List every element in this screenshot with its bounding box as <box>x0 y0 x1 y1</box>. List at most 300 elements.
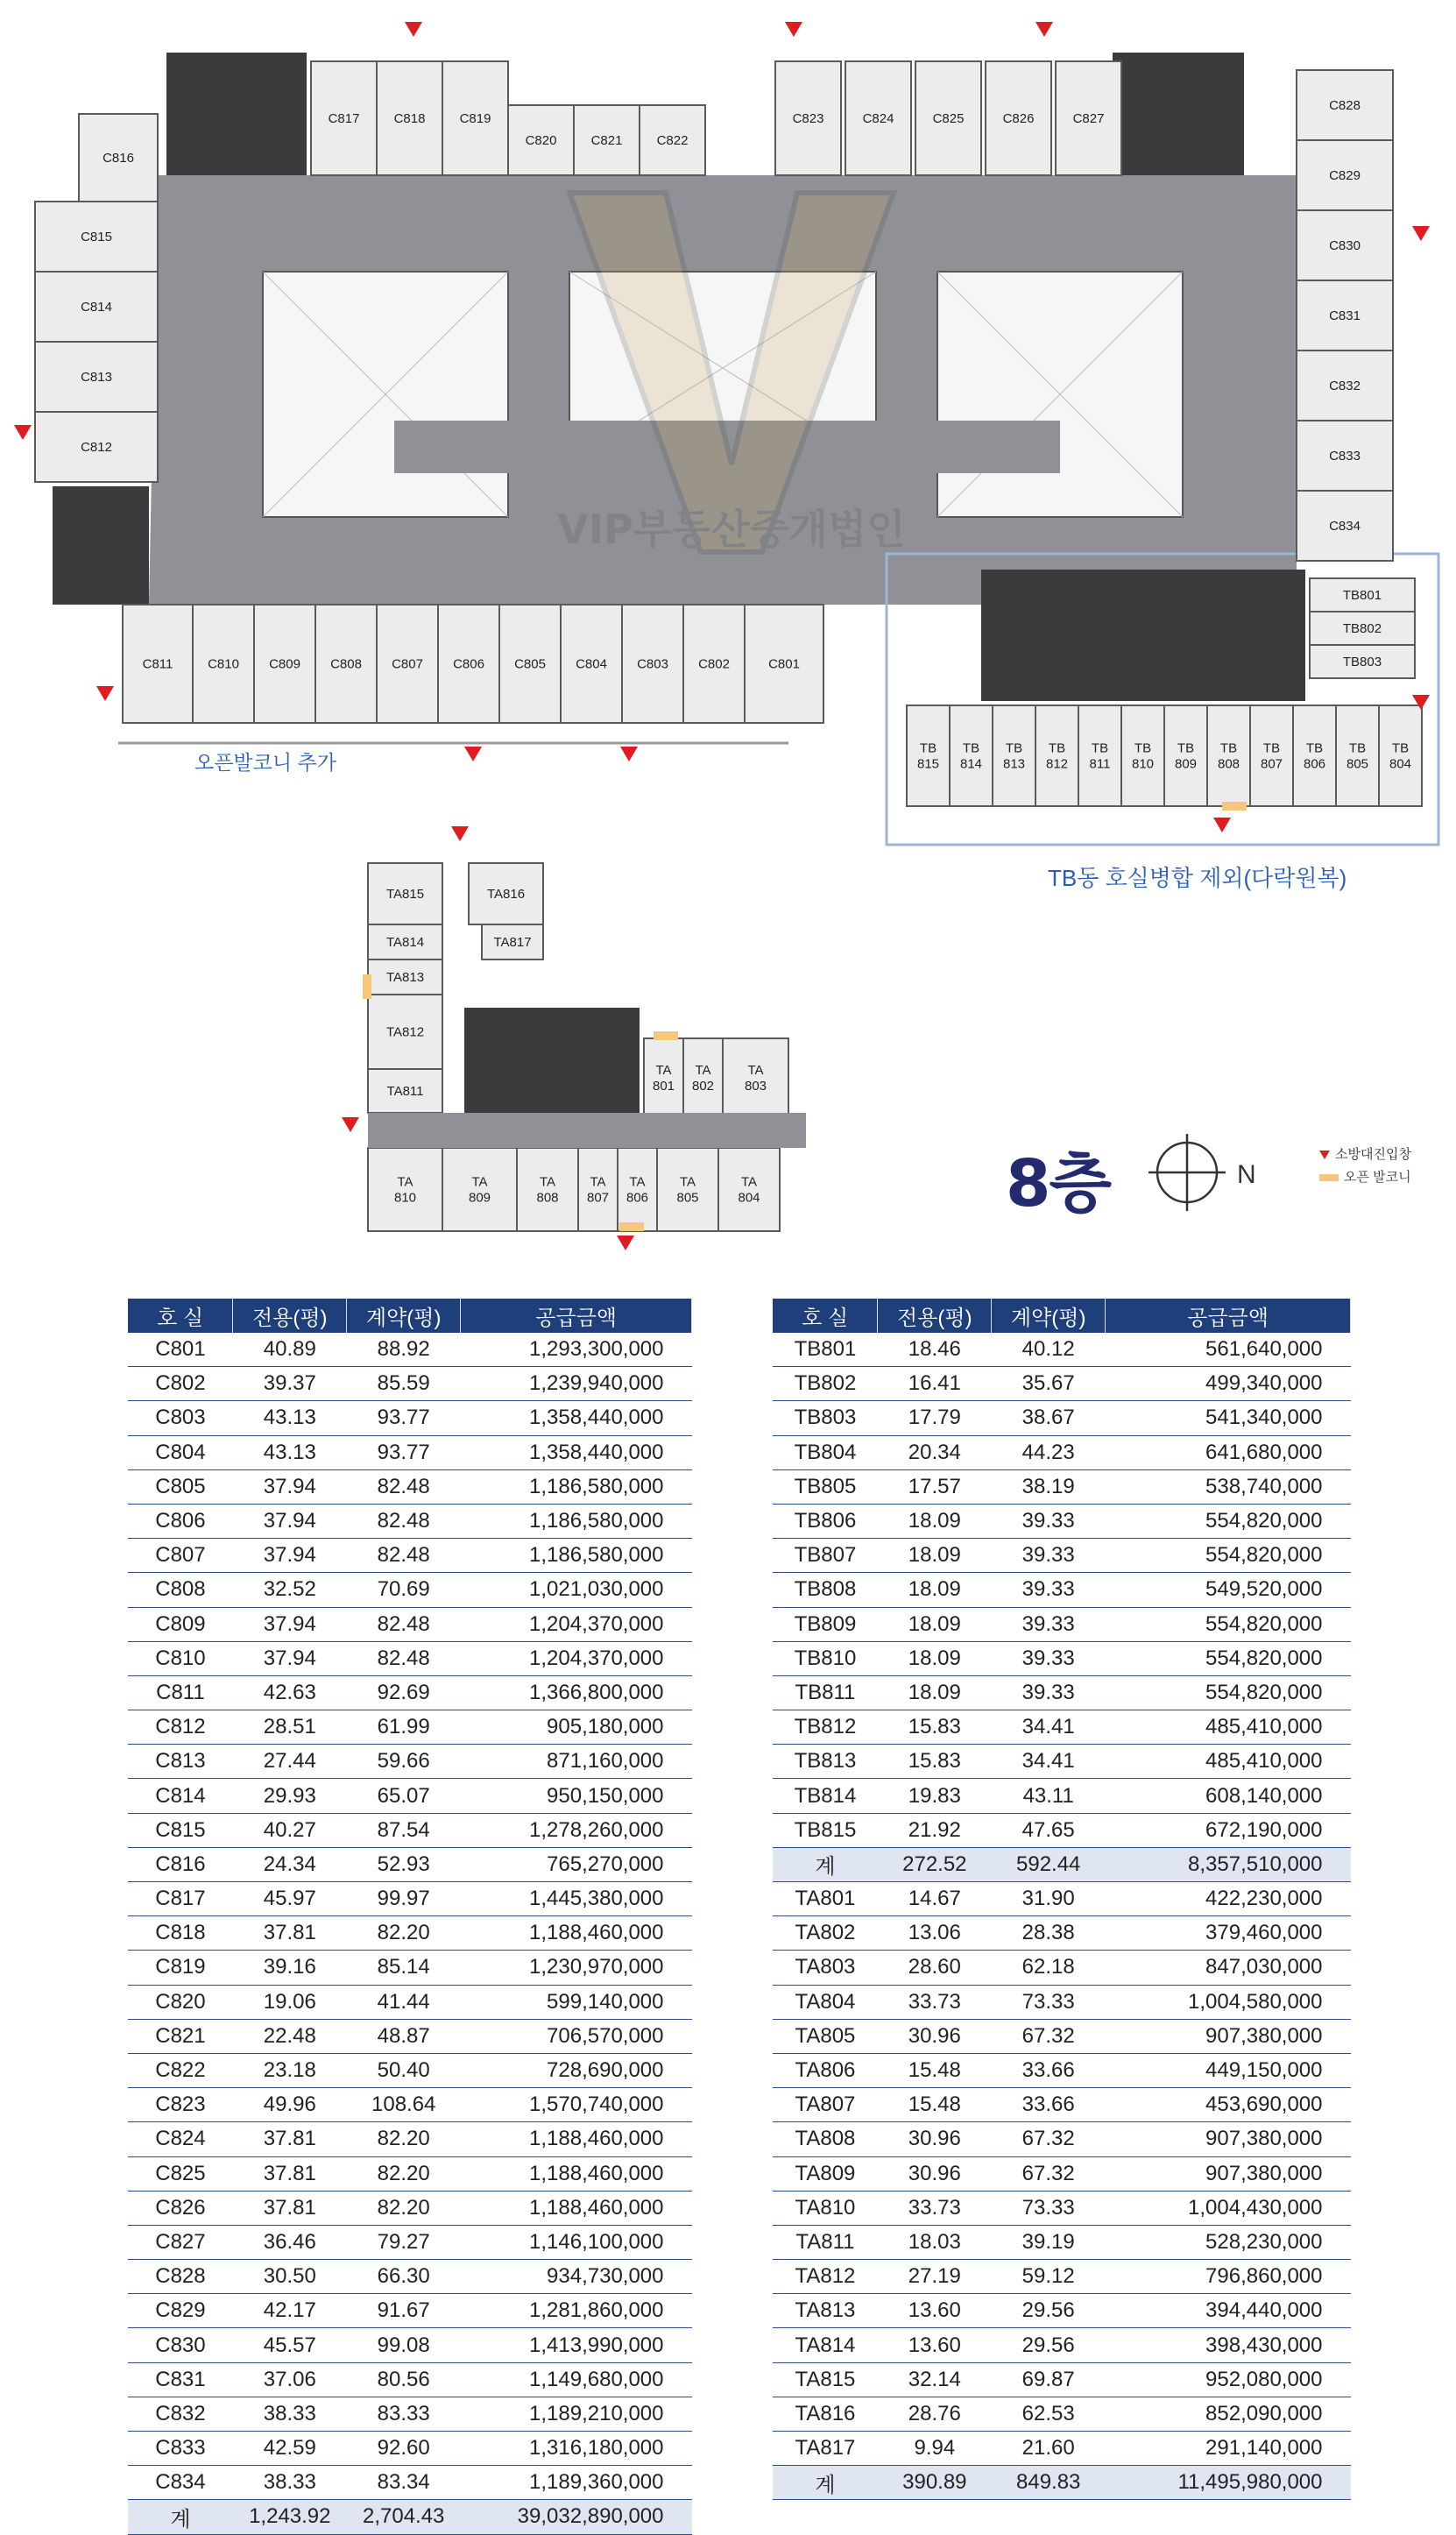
cell-exclusive: 1,243.92 <box>233 2500 347 2534</box>
cell-contract: 67.32 <box>992 2019 1106 2053</box>
unit-label-c804: C804 <box>576 656 607 672</box>
table-row <box>773 1675 1351 1710</box>
cell-unit: TA808 <box>773 2122 878 2156</box>
compass-icon <box>1149 1134 1256 1211</box>
cell-price: 1,239,940,000 <box>461 1367 692 1401</box>
unit-label-tb812: 812 <box>1045 756 1069 772</box>
cell-price: 706,570,000 <box>461 2019 692 2053</box>
cell-exclusive: 27.19 <box>878 2260 992 2294</box>
unit-tb813 <box>993 705 1035 806</box>
cell-price: 952,080,000 <box>1106 2362 1351 2397</box>
table-row <box>128 1469 692 1504</box>
unit-label-ta811: TA811 <box>386 1084 424 1099</box>
cell-unit: C830 <box>128 2328 233 2362</box>
cell-unit: C806 <box>128 1504 233 1538</box>
cell-contract: 31.90 <box>992 1882 1106 1916</box>
unit-label-ta804: TA <box>740 1174 758 1190</box>
unit-label-c813: C813 <box>81 370 112 385</box>
cell-contract: 38.19 <box>992 1469 1106 1504</box>
cell-unit: C805 <box>128 1469 233 1504</box>
unit-label-tb811: 811 <box>1089 756 1111 772</box>
table-row <box>773 2362 1351 2397</box>
cell-exclusive: 39.16 <box>233 1951 347 1985</box>
cell-exclusive: 37.94 <box>233 1641 347 1675</box>
unit-label-ta802: 802 <box>691 1079 715 1094</box>
cell-unit: TA805 <box>773 2019 878 2053</box>
cell-exclusive: 43.13 <box>233 1401 347 1435</box>
table-row <box>128 1985 692 2019</box>
cell-unit: C823 <box>128 2088 233 2122</box>
cell-price: 1,445,380,000 <box>461 1882 692 1916</box>
cell-unit: C825 <box>128 2156 233 2191</box>
cell-price: 561,640,000 <box>1106 1333 1351 1367</box>
cell-contract: 82.48 <box>347 1504 461 1538</box>
table-row <box>128 2053 692 2087</box>
cell-exclusive: 38.33 <box>233 2397 347 2431</box>
unit-tb814 <box>950 705 993 806</box>
cell-unit: TB801 <box>773 1333 878 1367</box>
table-row <box>128 1847 692 1881</box>
cell-exclusive: 18.09 <box>878 1573 992 1607</box>
unit-label-ta805: 805 <box>676 1190 699 1206</box>
cell-unit: C811 <box>128 1675 233 1710</box>
table-row <box>128 2294 692 2328</box>
cell-price: 1,004,580,000 <box>1106 1985 1351 2019</box>
cell-contract: 93.77 <box>347 1435 461 1469</box>
core-ne <box>1113 53 1244 175</box>
cell-contract: 47.65 <box>992 1813 1106 1847</box>
cell-price: 39,032,890,000 <box>461 2500 692 2534</box>
cell-price: 11,495,980,000 <box>1106 2466 1351 2500</box>
cell-unit: TA803 <box>773 1951 878 1985</box>
cell-unit: TB806 <box>773 1504 878 1538</box>
col-unit: 호 실 <box>128 1299 233 1333</box>
table-row <box>128 2466 692 2500</box>
unit-label-tb809: TB <box>1177 740 1195 756</box>
table-row <box>773 1504 1351 1538</box>
cell-price: 1,189,360,000 <box>461 2466 692 2500</box>
cell-price: 1,570,740,000 <box>461 2088 692 2122</box>
triangle-icon <box>1319 1151 1330 1159</box>
cell-unit: C812 <box>128 1710 233 1745</box>
unit-label-tb806: 806 <box>1303 756 1326 772</box>
cell-unit: C803 <box>128 1401 233 1435</box>
cell-contract: 33.66 <box>992 2088 1106 2122</box>
cell-exclusive: 37.94 <box>233 1469 347 1504</box>
cell-exclusive: 40.89 <box>233 1333 347 1367</box>
unit-tb804 <box>1379 705 1422 806</box>
table-row <box>128 1573 692 1607</box>
cell-exclusive: 37.94 <box>233 1539 347 1573</box>
cell-price: 1,188,460,000 <box>461 1916 692 1951</box>
cell-exclusive: 390.89 <box>878 2466 992 2500</box>
cell-contract: 40.12 <box>992 1333 1106 1367</box>
unit-label-c815: C815 <box>81 230 112 244</box>
core-se <box>981 570 1305 701</box>
cell-contract: 87.54 <box>347 1813 461 1847</box>
cell-unit: C832 <box>128 2397 233 2431</box>
cell-unit: TB809 <box>773 1607 878 1641</box>
cell-unit: TB802 <box>773 1367 878 1401</box>
cell-exclusive: 22.48 <box>233 2019 347 2053</box>
cell-price: 528,230,000 <box>1106 2225 1351 2259</box>
cell-unit: TA801 <box>773 1882 878 1916</box>
table-row <box>128 2019 692 2053</box>
cell-exclusive: 37.81 <box>233 2156 347 2191</box>
unit-label-tb814: TB <box>962 740 980 756</box>
cell-exclusive: 15.83 <box>878 1710 992 1745</box>
cell-exclusive: 21.92 <box>878 1813 992 1847</box>
unit-label-c825: C825 <box>932 111 965 126</box>
col-exclusive: 전용(평) <box>233 1299 347 1333</box>
unit-label-tb815: TB <box>919 740 937 756</box>
unit-label-tb808: TB <box>1219 740 1238 756</box>
unit-label-c801: C801 <box>768 656 800 672</box>
cell-contract: 73.33 <box>992 2191 1106 2225</box>
cell-unit: TA814 <box>773 2328 878 2362</box>
table-row <box>773 1641 1351 1675</box>
caption-open-balcony: 오픈발코니 추가 <box>194 751 336 774</box>
cell-contract: 29.56 <box>992 2294 1106 2328</box>
cell-exclusive: 18.09 <box>878 1607 992 1641</box>
table-row <box>128 1607 692 1641</box>
cell-contract: 59.66 <box>347 1745 461 1779</box>
unit-label-ta810: 810 <box>393 1190 417 1206</box>
cell-contract: 39.33 <box>992 1641 1106 1675</box>
table-row <box>773 2260 1351 2294</box>
unit-label-tb803: TB803 <box>1342 655 1382 669</box>
cell-unit: 계 <box>773 2466 878 2500</box>
table-row <box>773 2328 1351 2362</box>
unit-label-tb813: 813 <box>1002 756 1026 772</box>
cell-exclusive: 32.14 <box>878 2362 992 2397</box>
cell-exclusive: 15.48 <box>878 2088 992 2122</box>
cell-contract: 41.44 <box>347 1985 461 2019</box>
unit-label-c834: C834 <box>1329 519 1361 534</box>
table-row <box>773 2156 1351 2191</box>
unit-label-ta803: TA <box>747 1063 764 1078</box>
table-row <box>128 1641 692 1675</box>
cell-contract: 69.87 <box>992 2362 1106 2397</box>
unit-label-tb808: 808 <box>1217 756 1240 772</box>
cell-contract: 33.66 <box>992 2053 1106 2087</box>
unit-tb806 <box>1293 705 1336 806</box>
cell-contract: 82.48 <box>347 1641 461 1675</box>
legend-open-balcony: 오픈 발코니 <box>1319 1167 1411 1186</box>
caption-tb-exclusion: TB동 호실병합 제외(다락원복) <box>1048 865 1347 891</box>
table-row <box>773 2019 1351 2053</box>
cell-exclusive: 37.81 <box>233 1916 347 1951</box>
cell-unit: C817 <box>128 1882 233 1916</box>
table-row <box>773 2122 1351 2156</box>
cell-exclusive: 37.94 <box>233 1607 347 1641</box>
unit-ta802 <box>683 1038 723 1117</box>
cell-exclusive: 28.76 <box>878 2397 992 2431</box>
cell-contract: 34.41 <box>992 1745 1106 1779</box>
unit-label-tb807: TB <box>1262 740 1281 756</box>
cell-unit: C820 <box>128 1985 233 2019</box>
cell-price: 1,413,990,000 <box>461 2328 692 2362</box>
table-row <box>773 1573 1351 1607</box>
unit-tb807 <box>1250 705 1293 806</box>
cell-contract: 66.30 <box>347 2260 461 2294</box>
cell-unit: C821 <box>128 2019 233 2053</box>
table-row <box>773 1710 1351 1745</box>
cell-contract: 29.56 <box>992 2328 1106 2362</box>
cell-unit: C824 <box>128 2122 233 2156</box>
cell-price: 907,380,000 <box>1106 2122 1351 2156</box>
cell-unit: C802 <box>128 1367 233 1401</box>
cell-price: 398,430,000 <box>1106 2328 1351 2362</box>
cell-price: 554,820,000 <box>1106 1607 1351 1641</box>
cell-price: 554,820,000 <box>1106 1539 1351 1573</box>
cell-contract: 21.60 <box>992 2432 1106 2466</box>
cell-price: 905,180,000 <box>461 1710 692 1745</box>
table-row <box>128 1539 692 1573</box>
unit-ta808 <box>517 1148 578 1231</box>
cell-price: 907,380,000 <box>1106 2019 1351 2053</box>
cell-contract: 92.69 <box>347 1675 461 1710</box>
cell-contract: 99.08 <box>347 2328 461 2362</box>
cell-price: 1,316,180,000 <box>461 2432 692 2466</box>
unit-ta801 <box>644 1038 683 1117</box>
cell-contract: 83.34 <box>347 2466 461 2500</box>
cell-contract: 48.87 <box>347 2019 461 2053</box>
table-row <box>128 1951 692 1985</box>
cell-unit: TB808 <box>773 1573 878 1607</box>
cell-price: 950,150,000 <box>461 1779 692 1813</box>
table-row <box>128 2362 692 2397</box>
cell-price: 599,140,000 <box>461 1985 692 2019</box>
cell-price: 1,186,580,000 <box>461 1504 692 1538</box>
unit-label-c809: C809 <box>269 656 300 672</box>
cell-contract: 43.11 <box>992 1779 1106 1813</box>
cell-exclusive: 13.60 <box>878 2328 992 2362</box>
unit-ta810 <box>368 1148 442 1231</box>
unit-label-tb802: TB802 <box>1342 621 1382 636</box>
table-row <box>128 1745 692 1779</box>
cell-price: 554,820,000 <box>1106 1675 1351 1710</box>
table-row <box>128 1813 692 1847</box>
cell-price: 1,186,580,000 <box>461 1539 692 1573</box>
cell-price: 1,281,860,000 <box>461 2294 692 2328</box>
cell-price: 449,150,000 <box>1106 2053 1351 2087</box>
cell-contract: 82.48 <box>347 1469 461 1504</box>
table-row <box>773 1951 1351 1985</box>
cell-exclusive: 42.59 <box>233 2432 347 2466</box>
cell-price: 291,140,000 <box>1106 2432 1351 2466</box>
cell-price: 394,440,000 <box>1106 2294 1351 2328</box>
cell-contract: 592.44 <box>992 1847 1106 1881</box>
cell-unit: C826 <box>128 2191 233 2225</box>
unit-label-c821: C821 <box>590 133 623 148</box>
cell-unit: TB815 <box>773 1813 878 1847</box>
cell-contract: 39.33 <box>992 1675 1106 1710</box>
unit-label-c814: C814 <box>81 300 112 315</box>
cell-exclusive: 24.34 <box>233 1847 347 1881</box>
unit-label-tb804: 804 <box>1389 756 1412 772</box>
cell-contract: 79.27 <box>347 2225 461 2259</box>
cell-contract: 70.69 <box>347 1573 461 1607</box>
cell-exclusive: 42.17 <box>233 2294 347 2328</box>
cell-unit: TA804 <box>773 1985 878 2019</box>
unit-ta807 <box>578 1148 618 1231</box>
unit-label-c816: C816 <box>102 151 134 166</box>
unit-tb810 <box>1121 705 1164 806</box>
cell-unit: TA817 <box>773 2432 878 2466</box>
cell-price: 1,186,580,000 <box>461 1469 692 1504</box>
unit-label-tb810: 810 <box>1131 756 1155 772</box>
cell-unit: TA810 <box>773 2191 878 2225</box>
unit-label-c830: C830 <box>1329 238 1361 253</box>
cell-price: 453,690,000 <box>1106 2088 1351 2122</box>
cell-price: 1,204,370,000 <box>461 1607 692 1641</box>
cell-contract: 62.53 <box>992 2397 1106 2431</box>
floor-title: 8층 <box>1006 1146 1110 1221</box>
cell-exclusive: 43.13 <box>233 1435 347 1469</box>
cell-exclusive: 28.51 <box>233 1710 347 1745</box>
cell-exclusive: 37.94 <box>233 1504 347 1538</box>
cell-exclusive: 45.97 <box>233 1882 347 1916</box>
unit-label-c817: C817 <box>328 111 360 126</box>
unit-label-c832: C832 <box>1329 379 1361 393</box>
unit-ta803 <box>723 1038 788 1117</box>
cell-price: 554,820,000 <box>1106 1641 1351 1675</box>
table-row <box>128 2432 692 2466</box>
unit-label-ta817: TA817 <box>493 935 532 950</box>
cell-contract: 73.33 <box>992 1985 1106 2019</box>
cell-price: 1,146,100,000 <box>461 2225 692 2259</box>
price-table-c <box>128 1299 692 2535</box>
unit-label-ta809: 809 <box>468 1190 491 1206</box>
unit-ta805 <box>657 1148 718 1231</box>
cell-exclusive: 37.81 <box>233 2191 347 2225</box>
table-row <box>128 1710 692 1745</box>
unit-label-tb809: 809 <box>1174 756 1198 772</box>
cell-exclusive: 49.96 <box>233 2088 347 2122</box>
core-nw <box>166 53 307 175</box>
cell-price: 641,680,000 <box>1106 1435 1351 1469</box>
cell-price: 672,190,000 <box>1106 1813 1351 1847</box>
unit-label-c823: C823 <box>792 111 824 126</box>
cell-price: 871,160,000 <box>461 1745 692 1779</box>
unit-label-c805: C805 <box>514 656 546 672</box>
cell-unit: C822 <box>128 2053 233 2087</box>
cell-unit: C828 <box>128 2260 233 2294</box>
table-row <box>128 2156 692 2191</box>
table-row <box>773 1607 1351 1641</box>
cell-price: 1,204,370,000 <box>461 1641 692 1675</box>
unit-label-ta805: TA <box>679 1174 696 1190</box>
cell-unit: TA816 <box>773 2397 878 2431</box>
unit-label-ta801: TA <box>655 1063 672 1078</box>
core-sw <box>53 486 149 605</box>
table-header <box>773 1299 1351 1333</box>
table-row <box>128 2225 692 2259</box>
table-row <box>773 2397 1351 2431</box>
table-row <box>128 2122 692 2156</box>
cell-exclusive: 40.27 <box>233 1813 347 1847</box>
cell-unit: TB803 <box>773 1401 878 1435</box>
unit-label-c812: C812 <box>81 440 112 455</box>
unit-label-ta801: 801 <box>652 1079 675 1094</box>
cell-exclusive: 15.48 <box>878 2053 992 2087</box>
cell-unit: TB814 <box>773 1779 878 1813</box>
unit-label-ta808: 808 <box>536 1190 559 1206</box>
cell-unit: TA811 <box>773 2225 878 2259</box>
table-row <box>128 1367 692 1401</box>
unit-label-tb805: 805 <box>1346 756 1369 772</box>
table-row <box>773 1539 1351 1573</box>
table-row <box>128 2088 692 2122</box>
table-total-row <box>128 2500 692 2534</box>
unit-label-ta804: 804 <box>738 1190 760 1206</box>
unit-label-c831: C831 <box>1329 308 1361 323</box>
unit-label-tb811: TB <box>1091 740 1109 756</box>
unit-label-tb804: TB <box>1391 740 1410 756</box>
cell-unit: TA809 <box>773 2156 878 2191</box>
cell-contract: 82.20 <box>347 1916 461 1951</box>
cell-price: 541,340,000 <box>1106 1401 1351 1435</box>
unit-tb805 <box>1336 705 1379 806</box>
table-row <box>773 2088 1351 2122</box>
cell-exclusive: 30.96 <box>878 2019 992 2053</box>
table-row <box>773 1985 1351 2019</box>
unit-label-ta806: 806 <box>626 1190 649 1206</box>
cell-contract: 39.33 <box>992 1504 1106 1538</box>
cell-contract: 65.07 <box>347 1779 461 1813</box>
unit-label-tb813: TB <box>1005 740 1023 756</box>
cell-contract: 82.20 <box>347 2156 461 2191</box>
unit-label-ta803: 803 <box>744 1079 767 1094</box>
cell-exclusive: 29.93 <box>233 1779 347 1813</box>
cell-exclusive: 19.06 <box>233 1985 347 2019</box>
unit-label-tb807: 807 <box>1260 756 1283 772</box>
unit-label-c833: C833 <box>1329 449 1361 464</box>
cell-unit: TA806 <box>773 2053 878 2087</box>
cell-exclusive: 9.94 <box>878 2432 992 2466</box>
legend-fire-entry: 소방대진입창 <box>1319 1144 1411 1163</box>
cell-unit: TA813 <box>773 2294 878 2328</box>
table-row <box>773 1469 1351 1504</box>
cell-unit: TA812 <box>773 2260 878 2294</box>
cell-price: 765,270,000 <box>461 1847 692 1881</box>
unit-label-c819: C819 <box>459 111 491 126</box>
table-row <box>773 2432 1351 2466</box>
cell-price: 608,140,000 <box>1106 1779 1351 1813</box>
cell-unit: C815 <box>128 1813 233 1847</box>
cell-contract: 2,704.43 <box>347 2500 461 2534</box>
unit-label-tb801: TB801 <box>1342 588 1382 603</box>
unit-label-ta816: TA816 <box>486 887 526 902</box>
cell-contract: 849.83 <box>992 2466 1106 2500</box>
unit-label-c803: C803 <box>637 656 668 672</box>
cell-exclusive: 27.44 <box>233 1745 347 1779</box>
cell-price: 796,860,000 <box>1106 2260 1351 2294</box>
cell-contract: 88.92 <box>347 1333 461 1367</box>
unit-label-c827: C827 <box>1072 111 1105 126</box>
cell-exclusive: 18.09 <box>878 1504 992 1538</box>
cell-contract: 85.14 <box>347 1951 461 1985</box>
cell-unit: C818 <box>128 1916 233 1951</box>
cell-exclusive: 15.83 <box>878 1745 992 1779</box>
cell-price: 1,358,440,000 <box>461 1435 692 1469</box>
cell-price: 1,188,460,000 <box>461 2191 692 2225</box>
cell-price: 499,340,000 <box>1106 1367 1351 1401</box>
cell-price: 1,366,800,000 <box>461 1675 692 1710</box>
cell-contract: 67.32 <box>992 2122 1106 2156</box>
cell-unit: C801 <box>128 1333 233 1367</box>
